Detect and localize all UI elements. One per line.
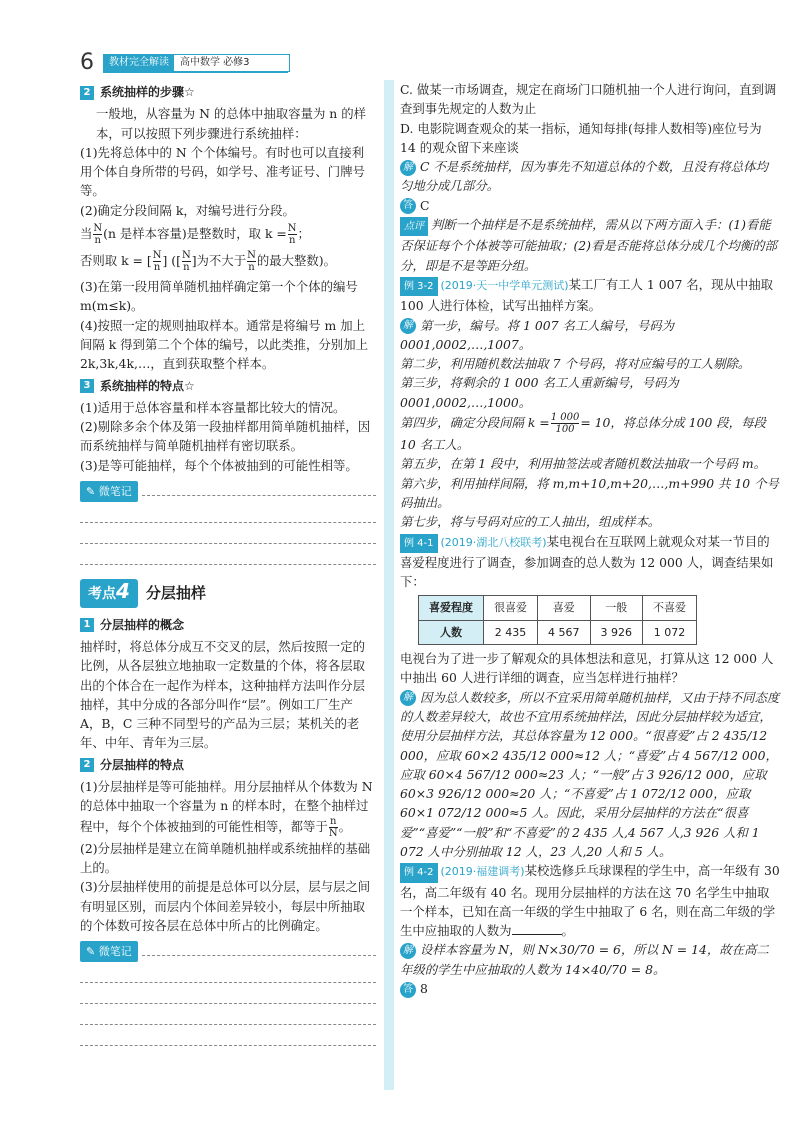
section-heading: 2 系统抽样的步骤☆ (80, 83, 376, 102)
formula-line: 否则取 k = [ $\frac{N}{n}$ ] ([ $\frac{N}{n}$ ]为不大于 $\frac{N}{n}$ 的最大整数)。 (80, 250, 337, 274)
section-heading: 3 系统抽样的特点☆ (80, 377, 376, 396)
header-bar (103, 54, 290, 72)
column-divider (384, 80, 394, 1090)
solution: 解 设样本容量为 N，则 N×30/70 = 6，所以 N = 14，故在高二年级的学生中应抽取的人数为 14×40/70 = 8。 (400, 942, 769, 977)
formula-line: 当 $\frac{N}{n}$ (n 是样本容量)是整数时，取 k = $\frac{N}{n}$ ； (80, 223, 310, 247)
solution-step: 第三步，将剩余的 1 000 名工人重新编号，号码为 0001,0002,…,1000。 (400, 375, 679, 410)
paragraph: (2)分层抽样是建立在简单随机抽样或系统抽样的基础上的。 (80, 840, 371, 875)
paragraph: (3)在第一段用简单随机抽样确定第一个个体的编号 m(m≤k)。 (80, 279, 358, 314)
paragraph: (1)先将总体中的 N 个个体编号。有时也可以直接利用个体自身所带的号码，如学号、准考证号、门牌号等。 (80, 144, 365, 199)
solution-step: 第六步，利用抽样间隔，将 m,m+10,m+20,…,m+990 共 10 个号码抽出。 (400, 475, 779, 510)
example-4-1: 例 4-1 (2019·湖北八校联考)某电视台在互联网上就观众对某一节目的喜爱程度进行了调查，参加调查的总人数为 12 000 人，调查结果如下： (400, 533, 774, 590)
section-heading: 2 分层抽样的特点 (80, 756, 376, 775)
pencil-icon: ✎ 微笔记 (80, 481, 138, 502)
solution-step: 第七步，将与号码对应的工人抽出，组成样本。 (400, 514, 661, 530)
paragraph: (2)剔除多余个体及第一段抽样都用简单随机抽样，因而系统抽样与简单随机抽样有密切联系。 (80, 419, 371, 454)
note-line (80, 523, 376, 544)
header-rule (103, 72, 288, 73)
paragraph: (1)分层抽样是等可能抽样。用分层抽样从个体数为 N 的总体中抽取一个容量为 n 的样本时，在整个抽样过程中，每个个体被抽到的可能性相等，都等于 $\frac{n}{N}$ 。 (80, 779, 373, 839)
survey-table: 喜爱程度 很喜爱 喜爱 一般 不喜爱 人数 2 435 4 567 3 926 1 072 (418, 595, 697, 645)
solution-step: 第二步，利用随机数法抽取 7 个号码，将对应编号的工人剔除。 (400, 356, 751, 372)
paragraph: (3)是等可能抽样，每个个体被抽到的可能性相等。 (80, 457, 358, 473)
series-title: 教材完全解读 (104, 55, 174, 71)
paragraph: (1)适用于总体容量和样本容量都比较大的情况。 (80, 399, 346, 415)
book-title: 高中数学 必修3 (180, 57, 250, 68)
answer: 答 8 (400, 979, 780, 998)
solution: 解 因为总人数较多，所以不宜采用简单随机抽样，又由于持不同态度的人数差异较大，故也不宜用系统抽样法，因此分层抽样较为适宜，使用分层抽样方法，其总体容量为 12 000。“很喜爱”占 2 435/12 000，应取 60×2 435/12 000≈12 人；“喜爱”占 4 567/12 000，应取 60×4 567/12 000≈23 人；“一般”占 3 926/12 000，应取 60×3 926/12 000≈20 人；“不喜爱”占 1 072/12 000，应取 60×1 072/12 000≈5 人。因此，采用分层抽样的方法在“很喜爱”“喜爱”“一般”和“不喜爱”的 2 435 人,4 567 人,3 926 人和 1 072 人中分别抽取 12 人，23 人,20 人和 5 人。 (400, 689, 780, 859)
paragraph: (3)分层抽样使用的前提是总体可以分层，层与层之间有明显区别，而层内个体间差异较小，每层中所抽取的个体数可按各层在总体中所占的比例确定。 (80, 879, 371, 933)
solution-step: 第四步，确定分段间隔 k = $\frac{1 000}{100}$ = 10，将总体分成 100 段，每段 10 名工人。 (400, 412, 766, 453)
comment: 点评 判断一个抽样是不是系统抽样，需从以下两方面入手：(1)看能否保证每个个体被等可能抽取；(2)看是否能将总体分成几个均衡的部分，即是不是等距分组。 (400, 217, 777, 273)
example-4-2: 例 4-2 (2019·福建调考)某校选修乒乓球课程的学生中，高一年级有 30 名，高二年级有 40 名。现用分层抽样的方法在这 70 名学生中抽取一个样本，已知在高一年级的学生中抽取了 6 名，则在高二年级的学生中应抽取的人数为 。 (400, 863, 780, 939)
note-line (80, 983, 376, 1004)
solution-step: 第五步，在第 1 段中，利用抽签法或者随机数法抽取一个号码 m。 (400, 456, 766, 472)
left-column (80, 80, 376, 1046)
paragraph: 抽样时，将总体分成互不交叉的层，然后按照一定的比例，从各层独立地抽取一定数量的个体，将各层取出的个体合在一起作为样本，这种抽样方法叫作分层抽样，其中分成的各部分叫作“层”。例如工厂生产 A，B，C 三种不同型号的产品为三层；某机关的老年、中年、青年为三层。 (80, 638, 365, 751)
pencil-icon: ✎ 微笔记 (80, 941, 138, 962)
example-3-2: 例 3-2 (2019·天一中学单元测试)某工厂有工人 1 007 名，现从中抽取 100 人进行体检，试写出抽样方案。 (400, 276, 774, 314)
topic-heading: 考点4 分层抽样 (80, 579, 376, 607)
notes-header (80, 481, 376, 502)
paragraph: (2)确定分段间隔 k，对编号进行分段。 (80, 202, 295, 218)
right-column (400, 80, 780, 998)
solution: 解 C 不是系统抽样，因为事先不知道总体的个数，且没有将总体均匀地分成几部分。 (400, 159, 768, 194)
section-heading: 1 分层抽样的概念 (80, 616, 376, 635)
paragraph: 电视台为了进一步了解观众的具体想法和意见，打算从这 12 000 人中抽出 60 人进行详细的调查，应当怎样进行抽样？ (400, 651, 774, 686)
note-line (80, 502, 376, 523)
option-c: C. 做某一市场调查，规定在商场门口随机抽一个人进行询问，直到调查到事先规定的人数为止 (400, 82, 777, 117)
paragraph: 一般地，从容量为 N 的总体中抽取容量为 n 的样本，可以按照下列步骤进行系统抽样： (96, 106, 366, 141)
answer: 答 C (400, 196, 780, 215)
option-d: D. 电影院调查观众的某一指标，通知每排(每排人数相等)座位号为 14 的观众留下来座谈 (400, 120, 762, 155)
paragraph: (4)按照一定的规则抽取样本。通常是将编号 m 加上间隔 k 得到第二个个体的编号，以此类推，分别加上 2k,3k,4k,…，直到获取整个样本。 (80, 317, 368, 372)
notes-header (80, 941, 376, 962)
note-line (80, 1004, 376, 1025)
note-line (80, 962, 376, 983)
page-number: 6 (80, 50, 94, 75)
note-line (80, 544, 376, 565)
solution: 解 第一步，编号。将 1 007 名工人编号，号码为 0001,0002,…,1007。 (400, 317, 674, 352)
note-line (80, 1025, 376, 1046)
